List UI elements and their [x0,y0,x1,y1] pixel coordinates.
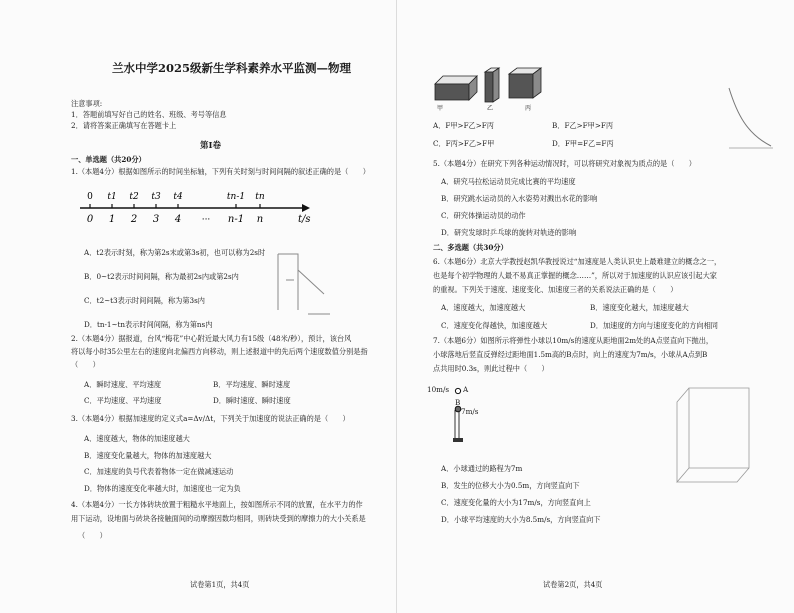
axis-bottom-label: 1 [108,214,116,225]
sketch-figure [268,250,338,330]
cube-sketch [669,378,759,488]
brick-jia [435,76,477,100]
q3-option-c: C．加速度的负号代表着物体一定在做减速运动 [84,467,234,476]
q7-option-d: D．小球平均速度的大小为8.5m/s，方向竖直向下 [441,515,601,524]
axis-top-label: 0 [87,192,93,202]
q6-stem-line3: 的重视。下列关于速度、速度变化、加速度三者的关系说法正确的是（ ） [433,285,678,294]
q5-option-c: C．研究体操运动员的动作 [441,211,526,220]
q1-option-b: B．0~t2表示时间间隔，称为最初2s内或第2s内 [84,272,239,281]
fig-point-a: A [463,385,469,394]
q2-stem-line1: 2.（本题4分）据报道，台风“梅花”中心附近最大风力有15级（48米/秒），预计，该台风 [71,334,352,343]
notice-item-1: 1．答题前填写好自己的姓名、班级、考号等信息 [71,110,227,119]
axis-bottom-label: 4 [174,214,182,225]
q6-stem-line2: 也是每个初学物理的人最不易真正掌握的概念……”，所以对于加速度的认识应该引起大家 [433,271,717,280]
axis-top-label: t2 [129,192,139,202]
time-axis-diagram [76,184,316,230]
axis-top-label: t4 [173,192,183,202]
axis-bottom-label: 2 [130,214,138,225]
brick-yi [485,68,499,102]
brick-figures [433,66,573,108]
q1-option-a: A．t2表示时刻，称为第2s末或第3s初，也可以称为2s时 [84,248,266,257]
notice-title: 注意事项: [71,99,103,108]
fig-label-yi: 乙 [487,105,494,112]
q3-option-b: B．速度变化量越大，物体的加速度越大 [84,451,212,460]
part2-heading: 二、多选题（共30分） [433,243,508,252]
fig-label-jia: 甲 [437,105,444,112]
page-footer-2: 试卷第2页，共4页 [543,580,603,589]
q2-paren: （ ） [71,360,100,369]
q4-option-c: C．F丙>F乙>F甲 [433,139,495,148]
q7-stem-line2: 小球落地后竖直反弹经过距地面1.5m高的B点时，向上的速度为7m/s，小球从A点到B [433,350,708,359]
q3-option-a: A．速度越大，物体的加速度越大 [84,434,190,443]
axis-top-label: tn [255,192,265,202]
fig-point-b: B [455,398,461,407]
axis-ellipsis: ··· [201,215,211,225]
q7-stem-line1: 7.（本题6分）如图所示将弹性小球以10m/s的速度从距地面2m处的A点竖直向下抛出， [433,336,714,345]
q4-paren: （ ） [78,531,107,540]
ball-diagram [433,384,493,454]
q5-option-b: B．研究跳水运动员的入水姿势对溅出水花的影响 [441,194,598,203]
q7-option-b: B．发生的位移大小为0.5m，方向竖直向下 [441,481,580,490]
q3-stem-start: 3.（本题4分）根据加速度的定义式 [71,414,184,423]
q2-option-c: C．平均速度、平均速度 [84,396,162,405]
curve-sketch [727,84,777,154]
q6-option-b: B．速度变化越大，加速度越大 [590,303,689,312]
q2-stem-line2: 将以每小时35公里左右的速度向北偏西方向移动，则上述报道中的先后两个速度数值分别是指 [71,347,368,356]
q5-option-a: A．研究马拉松运动员完成比赛的平均速度 [441,177,576,186]
q7-option-a: A．小球通过的路程为7m [441,464,523,473]
axis-unit-label: t/s [298,214,311,225]
q7-option-c: C．速度变化量的大小为17m/s，方向竖直向上 [441,498,591,507]
q7-stem-line3: 点共用时0.3s，则此过程中（ ） [433,364,549,373]
q6-option-a: A．速度越大，加速度越大 [441,303,526,312]
q5-stem: 5.（本题4分）在研究下列各种运动情况时，可以将研究对象视为质点的是（ ） [433,159,696,168]
fig-speed-up: 7m/s [461,407,479,416]
q4-stem-line2: 用下运动，设地面与砖块各接触面间的动摩擦因数均相同，则砖块受到的摩擦力的大小关系是 [71,514,366,523]
q4-option-b: B．F乙>F甲>F丙 [552,121,614,130]
q4-option-d: D．F甲=F乙=F丙 [552,139,614,148]
q2-option-a: A．瞬时速度、平均速度 [84,380,162,389]
part1-heading: 一、单选题（共20分） [71,155,146,164]
q6-option-c: C．速度变化得越快，加速度越大 [441,321,548,330]
axis-bottom-label: n-1 [227,214,245,225]
q2-option-d: D．瞬时速度、瞬时速度 [213,396,291,405]
notice-item-2: 2．请将答案正确填写在答题卡上 [71,121,177,130]
exam-page-2 [397,0,794,613]
q6-option-d: D．加速度的方向与速度变化的方向相同 [590,321,718,330]
ball-a [455,388,460,393]
brick-bing [509,68,541,98]
q1-option-d: D．tn-1~tn表示时间间隔，称为第ns内 [84,320,213,329]
q3-stem [71,414,350,423]
axis-top-label: t1 [107,192,117,202]
page-footer-1: 试卷第1页，共4页 [190,580,250,589]
q3-formula: a=Δv/Δt [183,414,214,423]
q5-option-d: D．研究发球时乒乓球的旋转对轨迹的影响 [441,228,577,237]
axis-bottom-label: n [256,214,264,225]
q2-option-b: B．平均速度、瞬时速度 [213,380,291,389]
q1-stem: 1.（本题4分）根据如图所示的时间坐标轴，下列有关时刻与时间间隔的叙述正确的是（ ） [71,167,370,176]
fig-speed-down: 10m/s [427,385,450,394]
q3-stem-end: ，下列关于加速度的说法正确的是（ ） [213,414,350,423]
exam-title: 兰水中学2025级新生学科素养水平监测—物理 [112,61,352,75]
q1-option-c: C．t2~t3表示时间间隔，称为第3s内 [84,296,205,305]
axis-bottom-label: 0 [86,214,94,225]
axis-top-label: t3 [151,192,161,202]
q3-option-d: D．物体的速度变化率越大时，加速度也一定为负 [84,484,241,493]
q6-stem-line1: 6.（本题6分）北京大学教授赵凯华教授说过“加速度是人类认识史上最难建立的概念之一， [433,257,722,266]
q4-stem-line1: 4.（本题4分）一长方体砖块放置于粗糙水平地面上，按如图所示不同的放置，在水平力的作 [71,500,363,509]
section-heading: 第I卷 [200,141,221,151]
time-axis-arrow [302,204,310,212]
ball-b [455,406,461,412]
q4-option-a: A．F甲>F乙>F丙 [433,121,494,130]
axis-top-label: tn-1 [226,192,246,202]
fig-label-bing: 丙 [525,105,532,112]
axis-bottom-label: 3 [152,214,160,225]
